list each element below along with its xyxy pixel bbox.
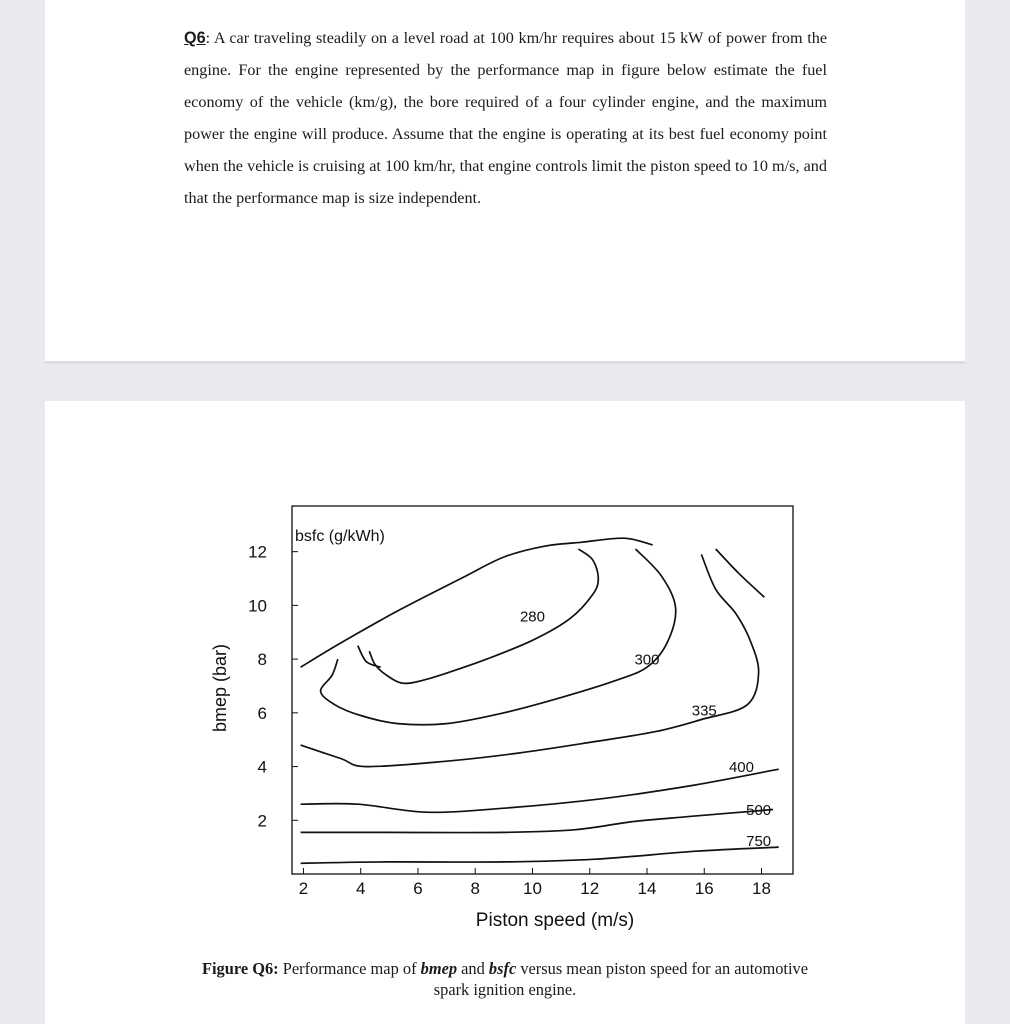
x-tick-label-14: 14 [637,879,657,898]
x-tick-label-6: 6 [413,879,423,898]
chart-title: bsfc (g/kWh) [295,528,385,545]
caption-post: versus mean piston speed for an automotive spark ignition engine. [433,959,809,999]
y-tick-label-4: 4 [257,757,267,777]
y-tick-label-8: 8 [257,650,267,670]
x-tick-label-4: 4 [355,879,366,898]
x-tick-label-12: 12 [580,879,600,898]
x-tick-label-16: 16 [694,879,714,898]
x-tick-label-2: 2 [298,879,309,898]
x-tick-label-8: 8 [470,879,480,898]
caption-pre: Performance map of [278,959,421,978]
contour-label-750: 750 [746,832,772,850]
y-tick-label-6: 6 [257,703,267,723]
y-tick-label-12: 12 [248,542,267,562]
y-axis-label: bmep (bar) [210,643,230,733]
caption-bmep: bmep [420,959,458,978]
caption-mid: and [457,959,489,978]
caption-label: Figure Q6: [201,959,279,978]
x-tick-label-10: 10 [523,879,542,898]
x-axis-label: Piston speed (m/s) [475,910,635,931]
question-label: Q6 [184,29,206,47]
contour-label-280: 280 [519,608,545,626]
y-tick-label-2: 2 [257,811,267,831]
contour-label-500: 500 [746,801,772,819]
contour-label-335: 335 [691,702,717,720]
figure-caption [200,958,810,1000]
caption-area [45,401,965,1024]
y-tick-label-10: 10 [248,596,267,616]
contour-label-300: 300 [634,651,660,669]
x-tick-label-18: 18 [752,879,771,898]
question-body: : A car traveling steadily on a level road at 100 km/hr requires about 15 kW of power from the engine. For the engine represented by the performance map in figure below estimate the fuel economy of the vehicle (km/g), the bore required of a four cylinder engine, and the maximum power the engine will produce. Assume that the engine is operating at its best fuel economy point when the vehicle is cruising at 100 km/hr, that engine controls limit the piston speed to 10 m/s, and that the performance map is size independent. [184,29,827,207]
contour-label-400: 400 [728,758,754,776]
caption-bsfc: bsfc [488,959,517,978]
